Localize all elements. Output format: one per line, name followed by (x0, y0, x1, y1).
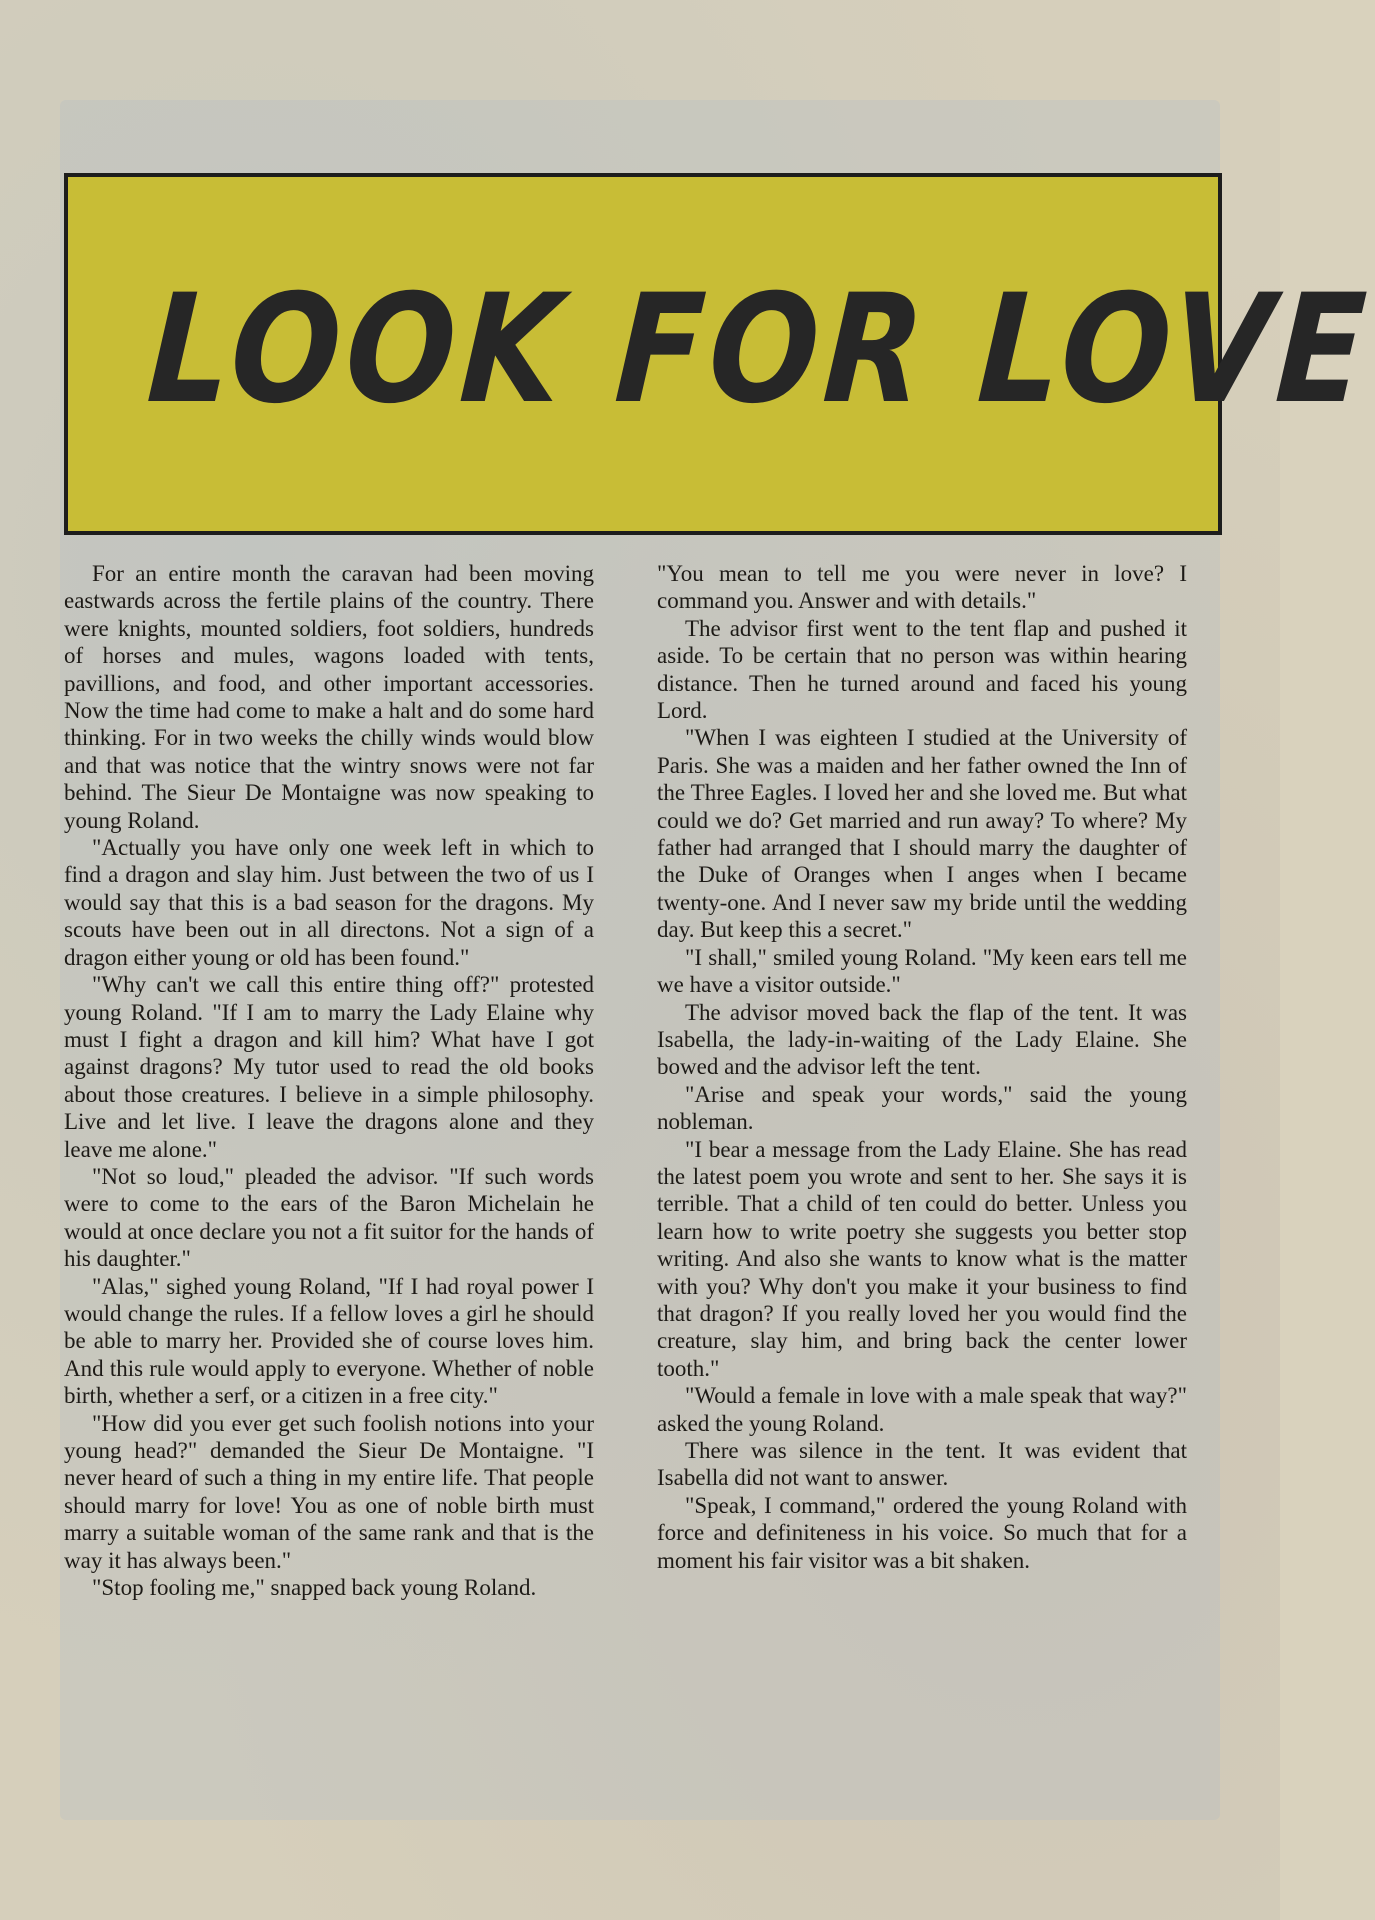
paragraph-continuation: "You mean to tell me you were never in love? I command you. Answer and with details." (657, 561, 1187, 614)
text-column-right (657, 560, 1187, 1574)
paragraph: "Speak, I command," ordered the young Roland with force and definiteness in his voice. So much that for a moment his fair visitor was a bit shaken. (657, 1492, 1187, 1573)
title-panel (64, 173, 1375, 535)
paragraph: "When I was eighteen I studied at the University of Paris. She was a maiden and her father owned the Inn of the Three Eagles. I loved her and she loved me. But what could we do? Get married and run away? To where? My father had arranged that I should marry the daughter of the Duke of Oranges when I anges when I became twenty-one. And I never saw my bride until the wedding day. But keep this a secret." (657, 725, 1187, 943)
paragraph: "I shall," smiled young Roland. "My keen ears tell me we have a visitor outside." (657, 944, 1187, 998)
paragraph: "Not so loud," pleaded the advisor. "If such words were to come to the ears of the Baron Michelain he would at once declare you not a fit suitor for the hands of his daughter." (64, 1163, 594, 1272)
paragraph: "Would a female in love with a male speak that way?" asked the young Roland. (657, 1383, 1187, 1436)
paragraph: "Stop fooling me," snapped back young Roland. (92, 1575, 537, 1601)
paragraph: "Alas," sighed young Roland, "If I had royal power I would change the rules. If a fellow loves a girl he should be able to marry her. Provided she of course loves him. And this rule would apply to everyone. Whether of noble birth, whether a serf, or a citizen in a free city." (64, 1273, 594, 1409)
paragraph: "How did you ever get such foolish notions into your young head?" demanded the Sieur De Montaigne. "I never heard of such a thing in my entire life. That people should marry for love! You as one of noble birth must marry a suitable woman of the same rank and that is the way it has always been." (64, 1410, 594, 1573)
paragraph: There was silence in the tent. It was evident that Isabella did not want to answer. (657, 1438, 1187, 1491)
paragraph: The advisor moved back the flap of the tent. It was Isabella, the lady-in-waiting of the Lady Elaine. She bowed and the advisor left the tent. (657, 999, 1187, 1080)
paragraph: The advisor first went to the tent flap and pushed it aside. To be certain that no person was within hearing distance. Then he turned around and faced his young Lord. (657, 615, 1187, 724)
paragraph: "Why can't we call this entire thing off?" protested young Roland. "If I am to marry the Lady Elaine why must I fight a dragon and kill him? What have I got against dragons? My tutor used to read the old books about those creatures. I believe in a simple philosophy. Live and let live. I leave the dragons alone and they leave me alone." (64, 972, 594, 1162)
paragraph: "I bear a message from the Lady Elaine. She has read the latest poem you wrote and sent to her. She says it is terrible. That a child of ten could do better. Unless you learn how to write poetry she suggests you better stop writing. And also she wants to know what is the matter with you? Why don't you make it your business to find that dragon? If you really loved her you would find the creature, slay him, and bring back the center lower tooth." (657, 1136, 1187, 1381)
text-column-left (64, 560, 594, 1601)
paragraph: "Actually you have only one week left in which to find a dragon and slay him. Just between the two of us I would say that this is a bad season for the dragons. My scouts have been out in all directons. Not a sign of a dragon either young or old has been found." (64, 835, 594, 970)
paragraph: For an entire month the caravan had been moving eastwards across the fertile plains of the country. There were knights, mounted soldiers, foot soldiers, hundreds of horses and mules, wagons loaded with tents, pavillions, and food, and other important accessories. Now the time had come to make a halt and do some hard thinking. For in two weeks the chilly winds would blow and that was notice that the wintry snows were not far behind. The Sieur De Montaigne was now speaking to young Roland. (64, 561, 594, 833)
paragraph: "Arise and speak your words," said the young nobleman. (657, 1081, 1187, 1135)
story-title: LOOK FOR LOVE (143, 263, 1375, 437)
